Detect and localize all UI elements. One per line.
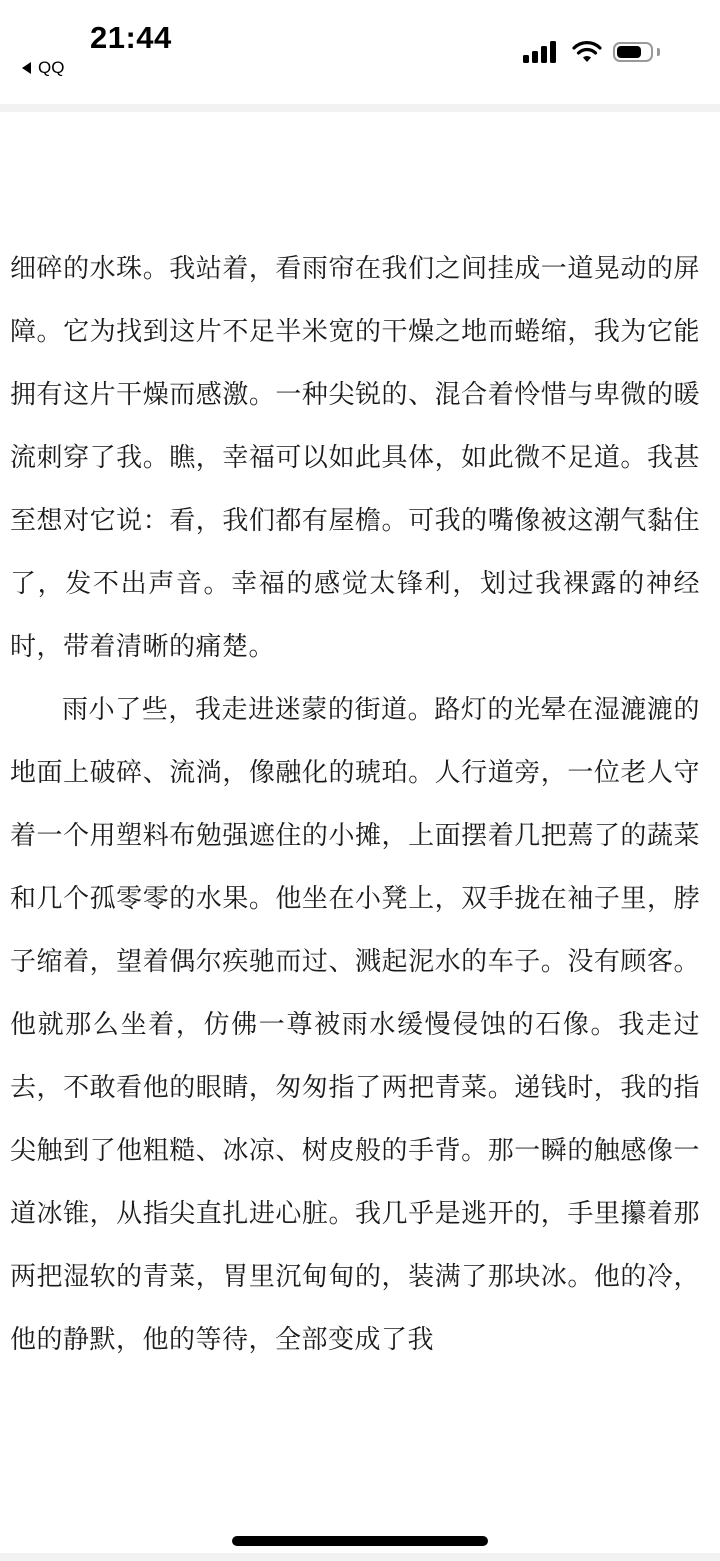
- signal-bar: [541, 46, 547, 63]
- status-icons: [523, 40, 660, 64]
- status-time: 21:44: [90, 20, 172, 55]
- bottom-strip: [0, 1553, 720, 1561]
- back-app-label: QQ: [38, 58, 65, 77]
- back-arrow-icon: [22, 62, 31, 74]
- battery-level: [617, 46, 641, 58]
- article-paragraph-1: 细碎的水珠。我站着，看雨帘在我们之间挂成一道晃动的屏障。它为找到这片不足半米宽的干燥之地而蜷缩，我为它能拥有这片干燥而感激。一种尖锐的、混合着怜惜与卑微的暖流刺穿了我。瞧，幸福可以如此具体，如此微不足道。我甚至想对它说：看，我们都有屋檐。可我的嘴像被这潮气黏住了，发不出声音。幸福的感觉太锋利，划过我裸露的神经时，带着清晰的痛楚。: [10, 254, 700, 662]
- back-to-app-button[interactable]: [22, 58, 64, 78]
- wifi-icon: [571, 40, 603, 64]
- signal-bar: [532, 51, 538, 63]
- signal-bar: [550, 41, 556, 63]
- header-separator: [0, 104, 720, 112]
- battery-icon: [613, 42, 653, 62]
- battery-tip: [657, 48, 660, 56]
- signal-bar: [523, 55, 529, 63]
- article-paragraph-2: 雨小了些，我走进迷蒙的街道。路灯的光晕在湿漉漉的地面上破碎、流淌，像融化的琥珀。人行道旁，一位老人守着一个用塑料布勉强遮住的小摊，上面摆着几把蔫了的蔬菜和几个孤零零的水果。他坐在小凳上，双手拢在袖子里，脖子缩着，望着偶尔疾驰而过、溅起泥水的车子。没有顾客。他就那么坐着，仿佛一尊被雨水缓慢侵蚀的石像。我走过去，不敢看他的眼睛，匆匆指了两把青菜。递钱时，我的指尖触到了他粗糙、冰凉、树皮般的手背。那一瞬的触感像一道冰锥，从指尖直扎进心脏。我几乎是逃开的，手里攥着那两把湿软的青菜，胃里沉甸甸的，装满了那块冰。他的冷，他的静默，他的等待，全部变成了我: [10, 695, 700, 1355]
- cellular-signal-icon: [523, 41, 559, 63]
- home-indicator[interactable]: [232, 1536, 488, 1546]
- status-bar: [0, 0, 720, 104]
- article-body: [10, 238, 700, 1372]
